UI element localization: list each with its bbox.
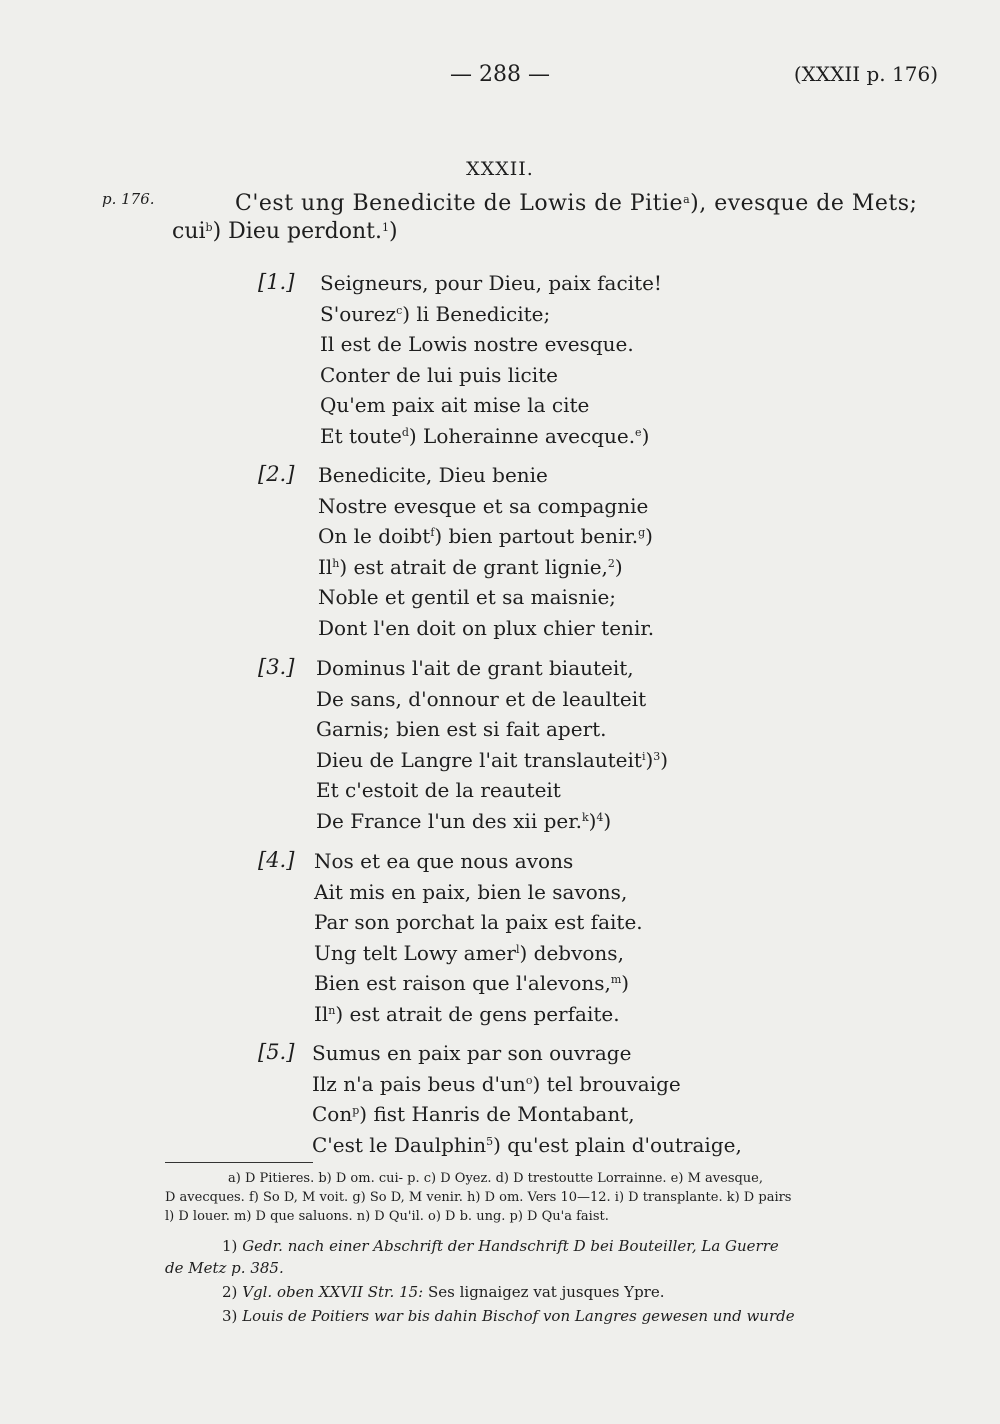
- verse-line: [320, 270, 662, 296]
- footnote-mark: p: [352, 1104, 360, 1117]
- verse-line: [312, 1040, 631, 1066]
- footnote-mark: e: [635, 425, 642, 439]
- side-reference: p. 176.: [102, 190, 155, 208]
- footnote-1: [222, 1236, 779, 1256]
- verse-text: ): [588, 808, 597, 833]
- stanza-number: [4.]: [258, 848, 295, 872]
- footnote-mark: i: [641, 749, 646, 763]
- verse-line: [316, 777, 561, 803]
- footnote-rule: [165, 1162, 313, 1163]
- footnote-mark: o: [525, 1073, 533, 1087]
- verse-text: Ilz n'a pais beus d'un: [312, 1071, 526, 1096]
- verse-text: Bien est raison que l'alevons,: [314, 971, 611, 995]
- verse-text: Benedicite, Dieu benie: [318, 463, 548, 487]
- stanza-number: [1.]: [258, 270, 295, 294]
- verse-line: [318, 523, 653, 549]
- text: ) Dieu perdont.: [212, 219, 382, 244]
- running-head: (XXXII p. 176): [793, 62, 938, 86]
- verse-line: [314, 909, 643, 935]
- verse-line: [312, 1101, 635, 1127]
- footnote-mark: 4: [596, 810, 604, 824]
- footnote-mark: 1: [381, 221, 389, 234]
- verse-text: S'ourez: [320, 301, 397, 326]
- footnote-mark: l: [515, 942, 520, 956]
- footnote-3: [222, 1306, 795, 1326]
- verse-line: [316, 716, 607, 742]
- verse-line: [318, 493, 648, 519]
- footnote-mark: f: [430, 526, 435, 539]
- verse-text: ): [621, 971, 630, 995]
- verse-text: Nostre evesque et sa compagnie: [318, 493, 649, 518]
- footnote-text: Louis de Poitiers war bis dahin Bischof von Langres gewesen und wurde: [242, 1307, 795, 1325]
- apparatus-line: a) D Pitieres. b) D om. cui- p. c) D Oyez. d) D trestoutte Lorrainne. e) M avesque,: [228, 1171, 764, 1186]
- footnote-mark: m: [610, 973, 622, 986]
- verse-text: ): [641, 423, 650, 448]
- verse-line: [318, 615, 654, 641]
- footnote-2: [222, 1282, 665, 1302]
- verse-text: Il: [318, 554, 333, 579]
- poem-title: [172, 190, 940, 246]
- verse-text: Et toute: [320, 423, 402, 448]
- chapter-number: XXXII.: [466, 158, 534, 180]
- text: cui: [172, 219, 206, 244]
- verse-text: ) debvons,: [519, 940, 624, 965]
- poem-title-line: [175, 190, 940, 218]
- verse-text: ) fist Hanris de Montabant,: [359, 1102, 635, 1126]
- verse-text: ) bien partout benir.: [434, 524, 639, 548]
- verse-text: Et c'estoit de la reauteit: [316, 778, 561, 802]
- footnote-mark: k: [581, 810, 589, 824]
- verse-line: [316, 808, 611, 834]
- verse-line: [316, 686, 646, 712]
- verse-line: [318, 554, 623, 580]
- footnote-mark: n: [328, 1003, 336, 1017]
- verse-text: ): [603, 808, 612, 833]
- footnote-mark: 2: [607, 556, 615, 570]
- verse-text: Conter de lui puis licite: [320, 362, 559, 387]
- verse-text: Dieu de Langre l'ait translauteit: [316, 747, 642, 772]
- footnote-marker: 1): [222, 1237, 238, 1255]
- footnote-mark: d: [401, 425, 409, 439]
- verse-text: Dont l'en doit on plux chier tenir.: [318, 615, 655, 640]
- footnote-mark: h: [332, 556, 340, 570]
- footnote-reference: Vgl. oben XXVII Str. 15:: [242, 1283, 424, 1301]
- verse-text: Ung telt Lowy amer: [314, 940, 516, 965]
- footnote-text: Gedr. nach einer Abschrift der Handschrift D bei Bouteiller, La Guerre: [242, 1237, 779, 1255]
- apparatus-line: D avecques. f) So D, M voit. g) So D, M venir. h) D om. Vers 10—12. i) D transplante. k) D pairs: [165, 1190, 792, 1205]
- verse-line: [320, 423, 649, 449]
- verse-line: [312, 1071, 681, 1097]
- verse-line: [312, 1132, 742, 1158]
- verse-text: Par son porchat la paix est faite.: [314, 910, 643, 934]
- stanza-number: [2.]: [258, 462, 295, 486]
- verse-text: ) qu'est plain d'outraige,: [493, 1132, 742, 1157]
- verse-text: Dominus l'ait de grant biauteit,: [316, 656, 634, 680]
- verse-line: [318, 462, 548, 488]
- verse-text: Seigneurs, pour Dieu, paix facite!: [320, 271, 662, 295]
- footnote-mark: 5: [486, 1134, 494, 1148]
- verse-text: Sumus en paix par son ouvrage: [312, 1041, 632, 1065]
- verse-text: ) li Benedicite;: [402, 301, 551, 326]
- stanza-number: [5.]: [258, 1040, 295, 1064]
- text: ), evesque de Mets;: [690, 191, 918, 216]
- footnote-mark: c: [396, 303, 403, 317]
- verse-text: C'est le Daulphin: [312, 1132, 487, 1157]
- verse-text: Garnis; bien est si fait apert.: [316, 717, 607, 741]
- verse-text: Ait mis en paix, bien le savons,: [314, 879, 628, 904]
- verse-text: Il est de Lowis nostre evesque.: [320, 332, 634, 356]
- stanza-number: [3.]: [258, 655, 295, 679]
- verse-line: [320, 392, 589, 418]
- footnote-mark: 3: [653, 749, 661, 763]
- verse-line: [314, 1001, 620, 1027]
- footnote-mark: a: [683, 193, 691, 206]
- verse-line: [314, 940, 624, 966]
- verse-line: [316, 655, 634, 681]
- verse-text: De sans, d'onnour et de leaulteit: [316, 686, 647, 711]
- verse-text: ): [645, 524, 653, 548]
- verse-text: Noble et gentil et sa maisnie;: [318, 585, 617, 609]
- page-header: [0, 62, 1000, 92]
- footnote-marker: 3): [222, 1307, 238, 1325]
- verse-text: On le doibt: [318, 524, 431, 548]
- footnote-marker: 2): [222, 1283, 238, 1301]
- verse-text: De France l'un des xii per.: [316, 808, 582, 833]
- poem-title-line: [172, 218, 940, 246]
- verse-text: Il: [314, 1001, 329, 1026]
- verse-text: ): [614, 554, 623, 579]
- footnote-mark: g: [638, 526, 646, 539]
- verse-line: [320, 331, 634, 357]
- verse-text: ) est atrait de grant lignie,: [339, 554, 608, 579]
- verse-text: Nos et ea que nous avons: [314, 849, 574, 873]
- verse-text: Con: [312, 1102, 353, 1126]
- apparatus-line: l) D louer. m) D que saluons. n) D Qu'il. o) D b. ung. p) D Qu'a faist.: [165, 1209, 609, 1224]
- footnote-1-cont: [165, 1258, 284, 1278]
- verse-line: [320, 362, 558, 388]
- footnote-quote: Ses lignaigez vat jusques Ypre.: [423, 1283, 665, 1301]
- verse-text: Qu'em paix ait mise la cite: [320, 393, 590, 417]
- verse-text: ): [660, 747, 669, 772]
- verse-line: [314, 848, 573, 874]
- verse-line: [318, 584, 616, 610]
- page-number: — 288 —: [450, 62, 550, 87]
- text: ): [388, 219, 398, 244]
- verse-text: ) tel brouvaige: [532, 1071, 681, 1096]
- verse-text: ) Loherainne avecque.: [408, 423, 636, 448]
- text: C'est ung Benedicite de Lowis de Pitie: [235, 191, 684, 216]
- verse-line: [314, 970, 629, 996]
- footnote-text: de Metz p. 385.: [165, 1259, 284, 1277]
- verse-text: ): [645, 747, 654, 772]
- verse-line: [320, 301, 550, 327]
- verse-text: ) est atrait de gens perfaite.: [335, 1001, 620, 1026]
- footnote-mark: b: [205, 221, 213, 234]
- verse-line: [314, 879, 627, 905]
- verse-line: [316, 747, 668, 773]
